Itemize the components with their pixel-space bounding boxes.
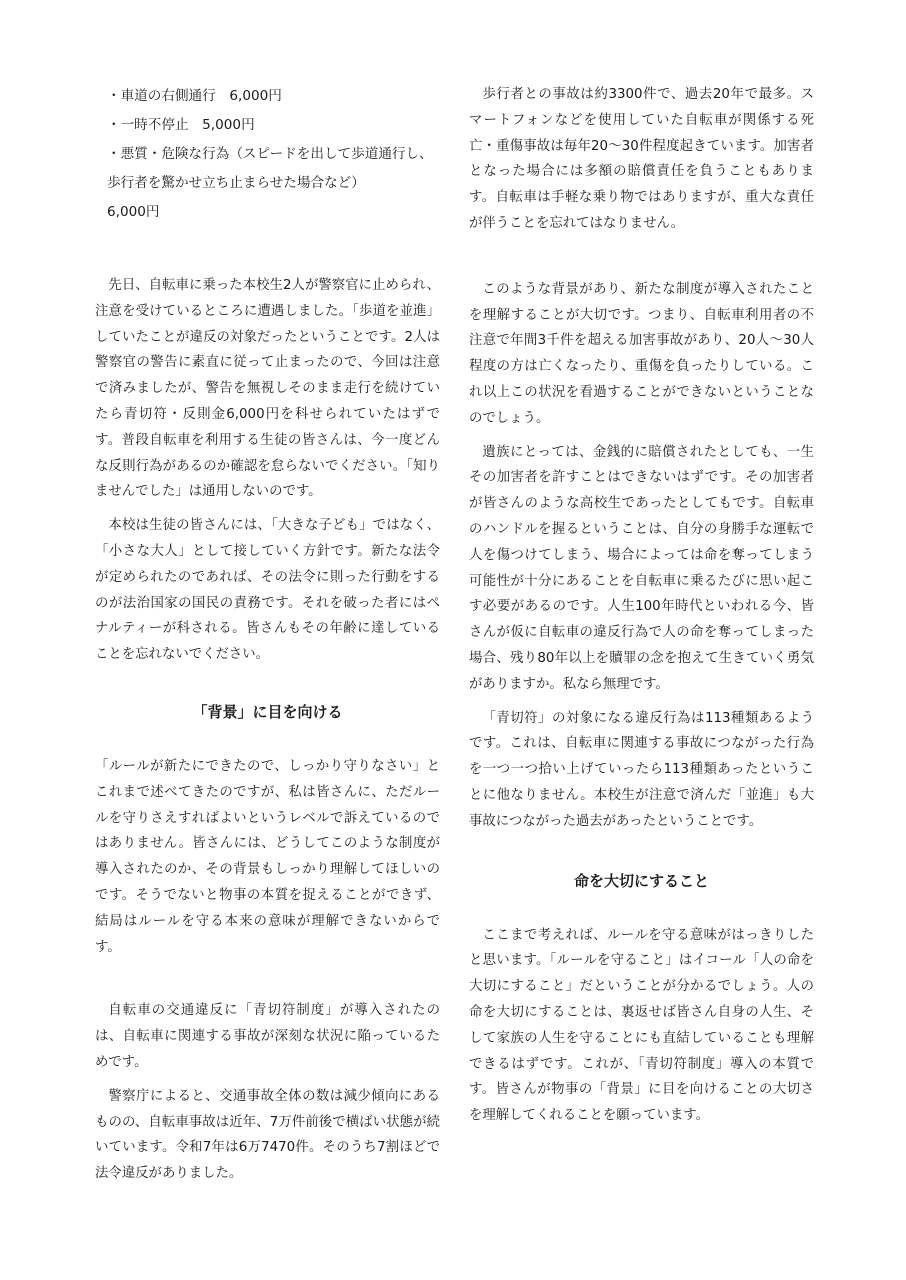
body-paragraph: 「ルールが新たにできたので、しっかり守りなさい」とこれまで述べてきたのですが、私は皆さんに、ただルールを守りさえすればよいというレベルで訴えているのではありません。皆さんには、どうしてこのような制度が導入されたのか、その背景もしっかり理解してほしいのです。そうでないと物事の本質を捉えることができず、結局はルールを守る本来の意味が理解できないからです。 bbox=[95, 758, 440, 955]
fine-item-text: ・悪質・危険な行為（スピードを出して歩道通行し、歩行者を驚かせ立ち止まらせた場合など） bbox=[107, 146, 433, 191]
fine-item bbox=[95, 140, 440, 227]
body-paragraph: 「青切符」の対象になる違反行為は113種類あるようです。これは、自転車に関連する事故につながった行為を一つ一つ拾い上げていったら113種類あったということに他なりません。本校生が注意で済んだ「並進」も大事故につながった過去があったということです。 bbox=[469, 710, 814, 829]
body-paragraph: ここまで考えれば、ルールを守る意味がはっきりしたと思います。「ルールを守ること」はイコール「人の命を大切にすること」だということが分かるでしょう。人の命を大切にすることは、裏返せば皆さん自身の人生、そして家族の人生を守ることにも直結していることも理解できるはずです。これが、「青切符制度」導入の本質です。皆さんが物事の「背景」に目を向けることの大切さを理解してくれることを願っています。 bbox=[469, 927, 814, 1124]
body-paragraph: 先日、自転車に乗った本校生2人が警察官に止められ、注意を受けているところに遭遇しました。「歩道を並進」していたことが違反の対象だったということです。2人は警察官の警告に素直に従って止まったので、今回は注意で済みましたが、警告を無視しそのまま走行を続けていたら青切符・反則金6,000円を科せられていたはずです。普段自転車を利用する生徒の皆さんは、今一度どんな反則行為があるのか確認を怠らないでください。「知りませんでした」は通用しないのです。 bbox=[95, 278, 440, 500]
fine-item-amount: 6,000円 bbox=[107, 204, 160, 220]
right-column bbox=[469, 82, 814, 1129]
left-column bbox=[95, 82, 440, 1187]
body-paragraph: 本校は生徒の皆さんには、「大きな子ども」ではなく、「小さな大人」として接していく方針です。新たな法令が定められたのであれば、その法令に則った行動をするのが法治国家の国民の責務です。それを破った者にはペナルティーが科される。皆さんもその年齢に達していることを忘れないでください。 bbox=[95, 518, 440, 663]
body-paragraph: 自転車の交通違反に「青切符制度」が導入されたのは、自転車に関連する事故が深刻な状況に陥っているためです。 bbox=[95, 1003, 440, 1070]
body-paragraph: 警察庁によると、交通事故全体の数は減少傾向にあるものの、自転車事故は近年、7万件前後で横ばい状態が続いています。令和7年は6万7470件。そのうち7割ほどで法令違反がありました。 bbox=[95, 1088, 440, 1182]
body-paragraph: 歩行者との事故は約3300件で、過去20年で最多。スマートフォンなどを使用していた自転車が関係する死亡・重傷事故は毎年20～30件程度起きています。加害者となった場合には多額の賠償責任を負うこともあります。自転車は手軽な乗り物ではありますが、重大な責任が伴うことを忘れてはなりません。 bbox=[469, 87, 814, 231]
body-paragraph: 遺族にとっては、金銭的に賠償されたとしても、一生その加害者を許すことはできないはずです。その加害者が皆さんのような高校生であったとしてもです。自転車のハンドルを握るということは、自分の身勝手な運転で人を傷つけてしまう、場合によっては命を奪ってしまう可能性が十分にあることを自転車に乗るたびに思い起こす必要があるのです。人生100年時代といわれる今、皆さんが仮に自転車の違反行為で人の命を奪ってしまった場合、残り80年以上を贖罪の念を抱えて生きていく勇気がありますか。私なら無理です。 bbox=[469, 444, 814, 692]
section-heading: 「背景」に目を向ける bbox=[192, 702, 343, 721]
section-heading: 命を大切にすること bbox=[573, 871, 709, 890]
fine-item: ・一時不停止 5,000円 bbox=[107, 117, 255, 133]
fine-item: ・車道の右側通行 6,000円 bbox=[107, 88, 282, 104]
body-paragraph: このような背景があり、新たな制度が導入されたことを理解することが大切です。つまり、自転車利用者の不注意で年間3千件を超える加害事故があり、20人～30人程度の方は亡くなったり、重傷を負ったりしている。これ以上この状況を看過することができないということなのでしょう。 bbox=[469, 281, 814, 426]
